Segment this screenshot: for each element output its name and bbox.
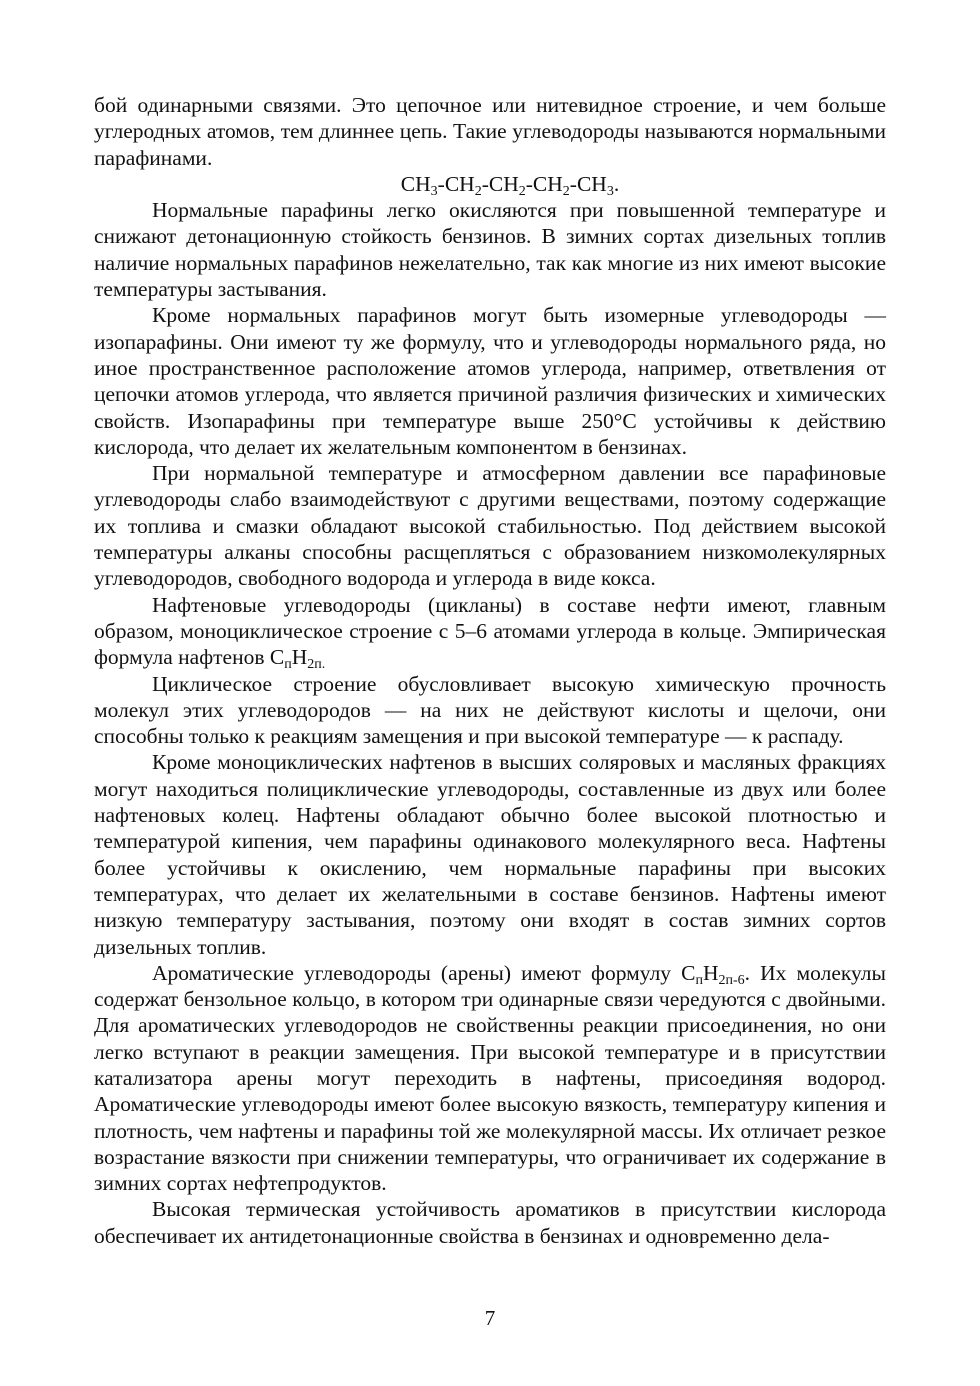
formula-arenes: $С_пН_{2п-6}$ xyxy=(681,960,745,988)
paragraph-straight-chain: бой одинарными связями. Это цепочное или нитевидное строение, и чем больше углеродных атомов, тем длиннее цепь. Такие углеводороды называются нормальными парафинами. xyxy=(94,93,886,170)
paragraph-arenes: Ароматические углеводороды (арены) имеют формулу $С_пН_{2п-6}$. Их молекулы содержат бензольное кольцо, в котором три одинарные связи чередуются с двойными. Для ароматических углеводородов не свойственны реакции присоединения, но они легко вступают в реакции замещения. При высокой температуре и в присутствии катализатора арены могут переходить в нафтены, присоединяя водород. Ароматические углеводороды имеют более высокую вязкость, температуру кипения и плотность, чем нафтены и парафины той же молекулярной массы. Их отличает резкое возрастание вязкости при снижении температуры, что ограничивает их содержание в зимних сортах нефтепродуктов. xyxy=(94,960,886,1196)
paragraph-normal-paraffins: Нормальные парафины легко окисляются при повышенной температуре и снижают детонационную стойкость бензинов. В зимних сортах дизельных топлив наличие нормальных парафинов нежелательно, так как многие из них имеют высокие температуры застывания. xyxy=(94,198,886,302)
paragraph-cyclic-structure: Циклическое строение обусловливает высокую химическую прочность молекул этих углеводородов — на них не действуют кислоты и щелочи, они способны только к реакциям замещения и при высокой температуре — к распаду. xyxy=(94,671,886,749)
formula-naphthenes: $С_пН_{2п.}$ xyxy=(269,645,326,673)
paragraph-naphthenes: Нафтеновые углеводороды (цикланы) в составе нефти имеют, главным образом, моноциклическое строение с 5–6 атомами углерода в кольце. Эмпирическая формула нафтенов $С_пН_{2п.}$ xyxy=(94,592,886,673)
paragraph-paraffin-stability: При нормальной температуре и атмосферном давлении все парафиновые углеводороды слабо взаимодействуют с другими веществами, поэтому содержащие их топлива и смазки обладают высокой стабильностью. Под действием высокой температуры алканы способны расщепляться с образованием низкомолекулярных углеводородов, свободного водорода и углерода в виде кокса. xyxy=(94,461,886,591)
formula-normal-pentane: $CH_3-CH_2-CH_2-CH_2-CH_3$. xyxy=(400,171,620,199)
page-number: 7 xyxy=(484,1306,496,1330)
body-text xyxy=(94,92,886,1249)
paragraph-aromatics-stability: Высокая термическая устойчивость ароматиков в присутствии кислорода обеспечивает их антидетонационные свойства в бензинах и одновременно дела- xyxy=(94,1197,886,1248)
paragraph-isoparaffins: Кроме нормальных парафинов могут быть изомерные углеводороды — изопарафины. Они имеют ту же формулу, что и углеводороды нормального ряда, но иное пространственное расположение атомов углерода, например, ответвления от цепочки атомов углерода, что является причиной различия физических и химических свойств. Изопарафины при температуре выше 250°С устойчивы к действию кислорода, что делает их желательным компонентом в бензинах. xyxy=(94,303,886,459)
paragraph-polycyclic: Кроме моноциклических нафтенов в высших соляровых и масляных фракциях могут находиться полициклические углеводороды, составленные из двух или более нафтеновых колец. Нафтены обладают обычно более высокой плотностью и температурой кипения, чем парафины одинакового молекулярного веса. Нафтены более устойчивы к окислению, чем нормальные парафины при высоких температурах, что делает их желательными в составе бензинов. Нафтены имеют низкую температуру застывания, поэтому они входят в состав зимних сортов дизельных топлив. xyxy=(94,750,886,959)
